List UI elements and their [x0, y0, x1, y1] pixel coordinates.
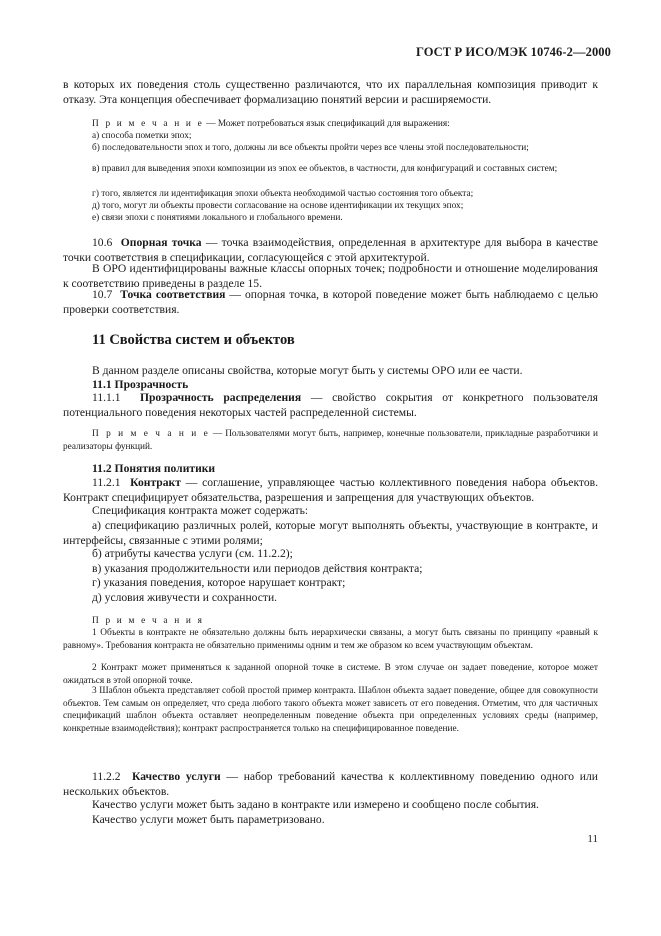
clause-10-7 — [63, 287, 598, 318]
paragraph-opo: В ОРО идентифицированы важные классы опорных точек; подробности и отношение моделирования к соответствию приведены в разделе 15. — [63, 262, 598, 291]
document-header: ГОСТ Р ИСО/МЭК 10746-2—2000 — [415, 45, 611, 59]
list-item-d: д) условия живучести и сохранности. — [92, 591, 278, 604]
clause-text: — набор требований качества к коллективному поведению одного или нескольких объектов. — [63, 770, 598, 799]
paragraph-spec: Спецификация контракта может содержать: — [92, 504, 309, 517]
clause-term: Прозрачность распределения — [139, 391, 302, 404]
note-label: П р и м е ч а н и е — [92, 429, 210, 439]
clause-term: Точка соответствия — [120, 288, 226, 301]
clause-text: — точка взаимодействия, определенная в архитектуре для выбора в качестве точки соответствия в спецификации, согласующейся с этой архитектурой. — [63, 236, 598, 265]
clause-term: Контракт — [130, 476, 181, 489]
clause-term: Качество услуги — [131, 770, 221, 783]
paragraph-continuation: в которых их поведения столь существенно различаются, что их параллельная композиция приводит к отказу. Эта концепция обеспечивает формализацию понятий версии и расширяемости. — [63, 78, 598, 107]
note-text: — Может потребоваться язык спецификаций для выражения: — [203, 119, 450, 129]
clause-11-2-1 — [63, 475, 598, 506]
clause-text: — опорная точка, в которой поведение может быть наблюдаемо с целью проверки соответствия. — [63, 288, 598, 317]
note-3-3: 3 Шаблон объекта представляет собой простой пример контракта. Шаблон объекта задает поведение, общее для совокупности объектов. Тем самым он определяет, что среда любого такого объекта может зависеть от его поведения. Отметим, что для частичных спецификаций шаблон объекта оставляет неопределенным поведение объекта при определенных условиях среды (например, конкретные взаимодействия); контракт распространяется только на специфицированное поведение. — [63, 686, 598, 734]
note-label: П р и м е ч а н и я — [92, 616, 205, 626]
clause-number: 10.7 — [92, 288, 113, 301]
clause-number: 10.6 — [92, 236, 113, 249]
note-1-item-g: г) того, является ли идентификация эпохи объекта необходимой частью состояния того объекта; — [92, 189, 474, 199]
section-11-intro: В данном разделе описаны свойства, которые могут быть у системы ОРО или ее части. — [92, 364, 523, 377]
note-1-item-d: д) того, могут ли объекты провести согласование на основе идентификации их текущих эпох; — [92, 201, 464, 211]
clause-11-2-2 — [63, 769, 598, 800]
list-item-a: а) спецификацию различных ролей, которые могут выполнять объекты, участвующие в контракте, и интерфейсы, связанные с этими ролями; — [63, 519, 598, 548]
note-1-item-b: б) последовательности эпох и того, должны ли все объекты пройти через все члены этой последовательности; — [92, 143, 529, 153]
subsection-title: 11.2 Понятия политики — [92, 462, 216, 475]
clause-number: 11.2.2 — [92, 770, 121, 783]
note-1-item-v: в) правил для выведения эпохи композиции из эпох ее объектов, в частности, для конфигураций и составных систем; — [92, 164, 558, 174]
clause-number: 11.2.1 — [92, 476, 121, 489]
clause-term: Опорная точка — [120, 236, 202, 249]
note-1-item-e: е) связи эпохи с понятиями локального и глобального времени. — [92, 213, 343, 223]
list-item-b: б) атрибуты качества услуги (см. 11.2.2); — [92, 547, 293, 560]
notes-3-label — [63, 615, 598, 628]
note-1-intro — [63, 118, 598, 131]
clause-text: — свойство сокрытия от конкретного пользователя потенциального поведения некоторых частей распределенной системы. — [63, 391, 598, 420]
section-11-heading: 11 Свойства систем и объектов — [92, 332, 295, 348]
page-number: 11 — [587, 833, 598, 845]
clause-11-1-1 — [63, 390, 598, 421]
note-1-item-a: а) способа пометки эпох; — [92, 131, 192, 141]
list-item-v: в) указания продолжительности или периодов действия контракта; — [92, 562, 423, 575]
list-item-g: г) указания поведения, которое нарушает контракт; — [92, 576, 346, 589]
note-3-2: 2 Контракт может применяться к заданной опорной точке в системе. В этом случае он задает поведение, которое может ожидаться в этой опорной точке. — [63, 663, 598, 686]
clause-text: — соглашение, управляющее частью коллективного поведения набора объектов. Контракт специфицирует обязательства, разрешения и запрещения для участвующих объектов. — [63, 476, 599, 505]
note-3-1: 1 Объекты в контракте не обязательно должны быть иерархически связаны, а могут быть связаны по принципу «равный к равному». Требования контракта не обязательно применимы одним и тем же образом ко всем участвующим объектам. — [63, 628, 598, 651]
subsection-11-2-heading — [92, 461, 598, 476]
note-label: П р и м е ч а н и е — [92, 119, 204, 129]
note-2 — [63, 428, 598, 453]
note-text: — Пользователями могут быть, например, конечные пользователи, прикладные разработчики и реализаторы функций. — [63, 429, 598, 452]
paragraph-quality-2: Качество услуги может быть параметризовано. — [92, 813, 325, 826]
paragraph-quality-1: Качество услуги может быть задано в контракте или измерено и сообщено после события. — [92, 798, 539, 811]
clause-number: 11.1.1 — [92, 391, 121, 404]
subsection-title: 11.1 Прозрачность — [92, 378, 189, 391]
